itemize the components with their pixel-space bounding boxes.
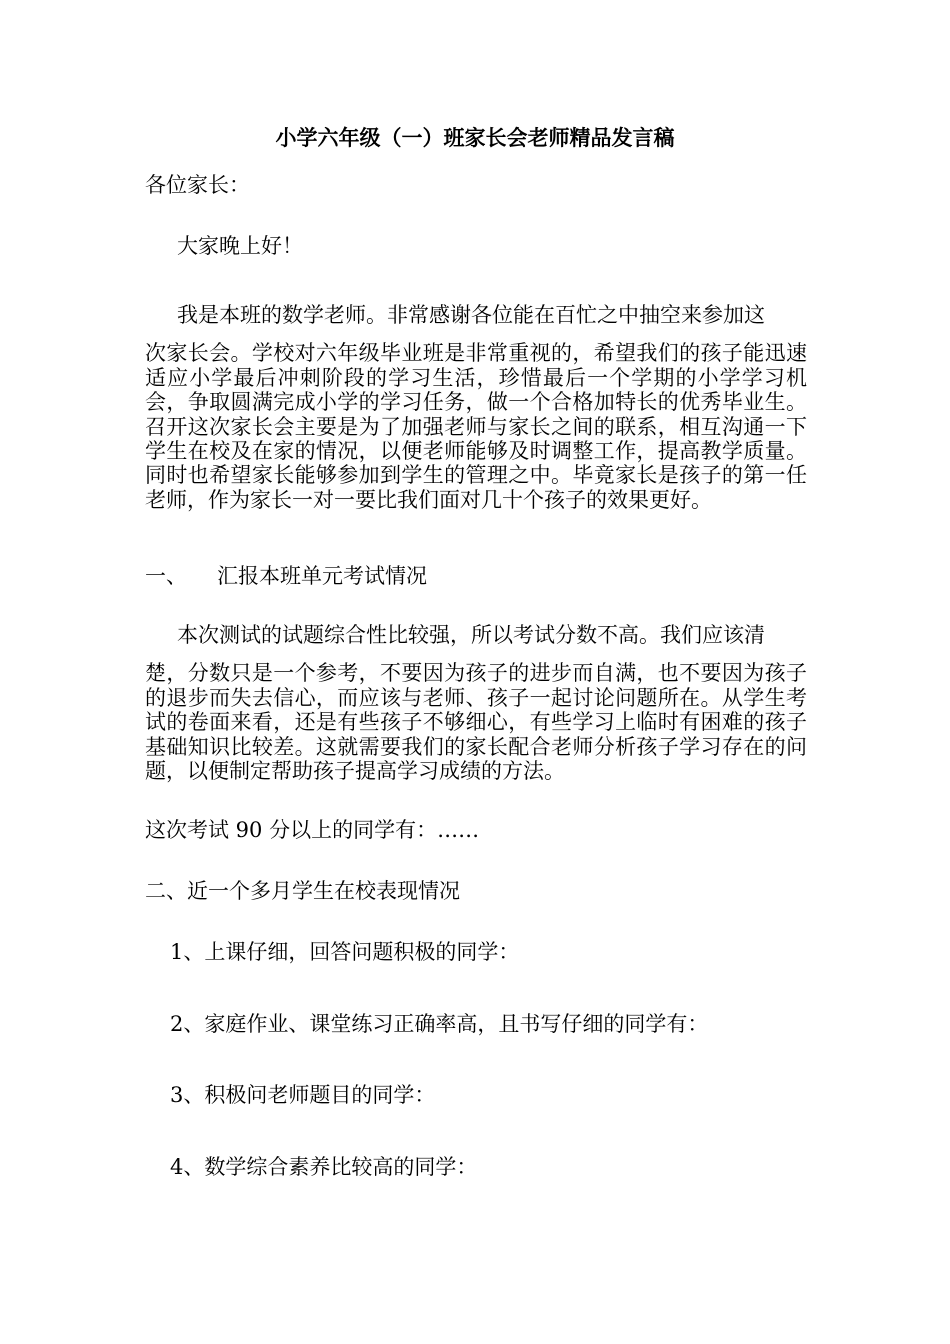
document-title: 小学六年级（一）班家长会老师精品发言稿 (275, 126, 675, 150)
section1-number: 一、 (145, 564, 187, 588)
intro-paragraph (145, 303, 807, 512)
section1-body: 楚，分数只是一个参考，不要因为孩子的进步而自满，也不要因为孩子的退步而失去信心，而应该与老师、孩子一起讨论问题所在。从学生考试的卷面来看，还是有些孩子不够细心，有些学习上临时有困难的孩子基础知识比较差。这就需要我们的家长配合老师分析孩子学习存在的问题，以便制定帮助孩子提高学习成绩的方法。 (145, 661, 807, 784)
section1-title: 汇报本班单元考试情况 (217, 564, 427, 588)
intro-body: 次家长会。学校对六年级毕业班是非常重视的，希望我们的孩子能迅速适应小学最后冲刺阶段的学习生活，珍惜最后一个学期的小学学习机会，争取圆满完成小学的学习任务，做一个合格加特长的优秀毕业生。召开这次家长会主要是为了加强老师与家长之间的联系，相互沟通一下学生在校及在家的情况，以便老师能够及时调整工作，提高教学质量。同时也希望家长能够参加到学生的管理之中。毕竟家长是孩子的第一任老师，作为家长一对一要比我们面对几十个孩子的效果更好。 (145, 341, 807, 512)
section1-paragraph (145, 623, 807, 783)
score-line: 这次考试 90 分以上的同学有：…… (145, 818, 480, 842)
greeting: 大家晚上好！ (177, 234, 303, 258)
list-item: 3、积极问老师题目的同学： (170, 1083, 436, 1107)
intro-first-line: 我是本班的数学老师。非常感谢各位能在百忙之中抽空来参加这 (177, 303, 765, 327)
salutation: 各位家长： (145, 173, 250, 197)
section2-heading: 二、近一个多月学生在校表现情况 (145, 879, 460, 903)
section1-heading (145, 562, 427, 590)
list-item: 4、数学综合素养比较高的同学： (170, 1155, 478, 1179)
list-item: 2、家庭作业、课堂练习正确率高，且书写仔细的同学有： (170, 1012, 709, 1036)
section1-first-line: 本次测试的试题综合性比较强，所以考试分数不高。我们应该清 (177, 623, 765, 647)
list-item: 1、上课仔细，回答问题积极的同学： (170, 940, 520, 964)
